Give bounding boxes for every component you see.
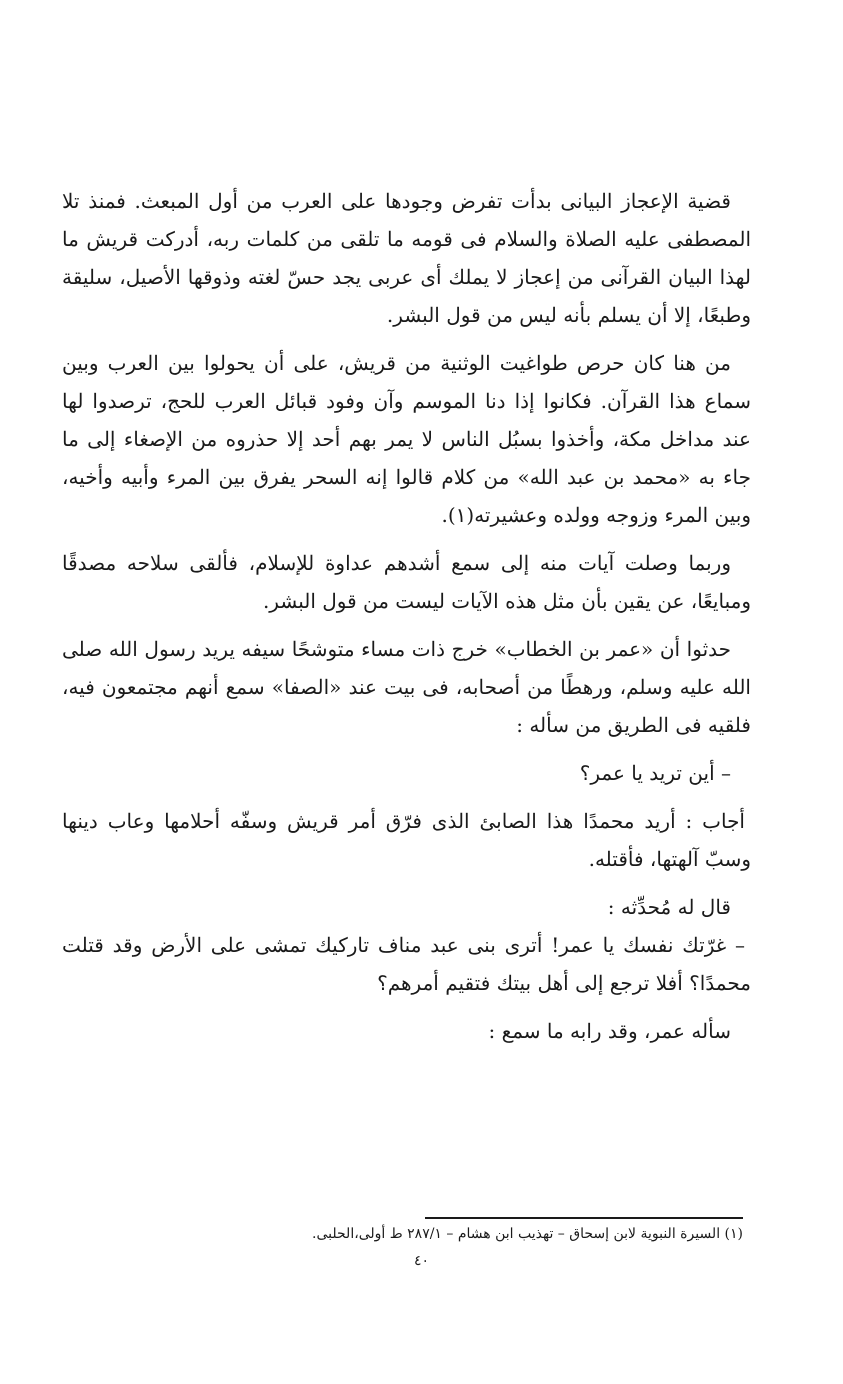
paragraph-3: وربما وصلت آيات منه إلى سمع أشدهم عداوة للإسلام، فألقى سلاحه مصدقًا ومبايعًا، عن يقين بأن مثل هذه الآيات ليست من قول البشر.: [62, 551, 751, 613]
main-text: [62, 182, 751, 1050]
footnote-divider: [425, 1217, 743, 1219]
dialogue-question: – أين تريد يا عمر؟: [579, 761, 731, 785]
paragraph-speaker: قال له مُحدِّثه :: [607, 895, 731, 919]
dialogue-reply: – غرّتك نفسك يا عمر! أترى بنى عبد مناف تاركيك تمشى على الأرض وقد قتلت محمدًا؟ أفلا ترجع إلى أهل بيتك فتقيم أمرهم؟: [62, 933, 751, 995]
paragraph-2: من هنا كان حرص طواغيت الوثنية من قريش، على أن يحولوا بين العرب وبين سماع هذا القرآن. فكانوا إذا دنا الموسم وآن وفود قبائل العرب للحج، ترصدوا لها عند مداخل مكة، وأخذوا بسبُل الناس لا يمر بهم أحد إلا حذروه من الإصغاء إلى ما جاء به «محمد بن عبد الله» من كلام قالوا إنه السحر يفرق بين المرء وأبيه وأخيه، وبين المرء وزوجه وولده وعشيرته(١).: [62, 351, 751, 527]
page-number: ٤٠: [413, 1253, 430, 1269]
paragraph-answer: أجاب : أريد محمدًا هذا الصابئ الذى فرّق أمر قريش وسفّه أحلامها وعاب دينها وسبّ آلهتها، فأقتله.: [62, 809, 751, 871]
paragraph-final: سأله عمر، وقد رابه ما سمع :: [488, 1019, 731, 1043]
paragraph-1: قضية الإعجاز البيانى بدأت تفرض وجودها على العرب من أول المبعث. فمنذ تلا المصطفى عليه الصلاة والسلام فى قومه ما تلقى من كلمات ربه، أدركت قريش ما لهذا البيان القرآنى من إعجاز لا يملك أى عربى يجد حسّ لغته وذوقها الأصيل، سليقة وطبعًا، إلا أن يسلم بأنه ليس من قول البشر.: [62, 189, 751, 327]
footnote: (١) السيرة النبوية لابن إسحاق – تهذيب ابن هشام – ٢٨٧/١ ط أولى،الحلبى.: [312, 1226, 743, 1242]
paragraph-4: حدثوا أن «عمر بن الخطاب» خرج ذات مساء متوشحًا سيفه يريد رسول الله صلى الله عليه وسلم، ورهطًا من أصحابه، فى بيت عند «الصفا» سمع أنهم مجتمعون فيه، فلقيه فى الطريق من سأله :: [62, 637, 751, 737]
